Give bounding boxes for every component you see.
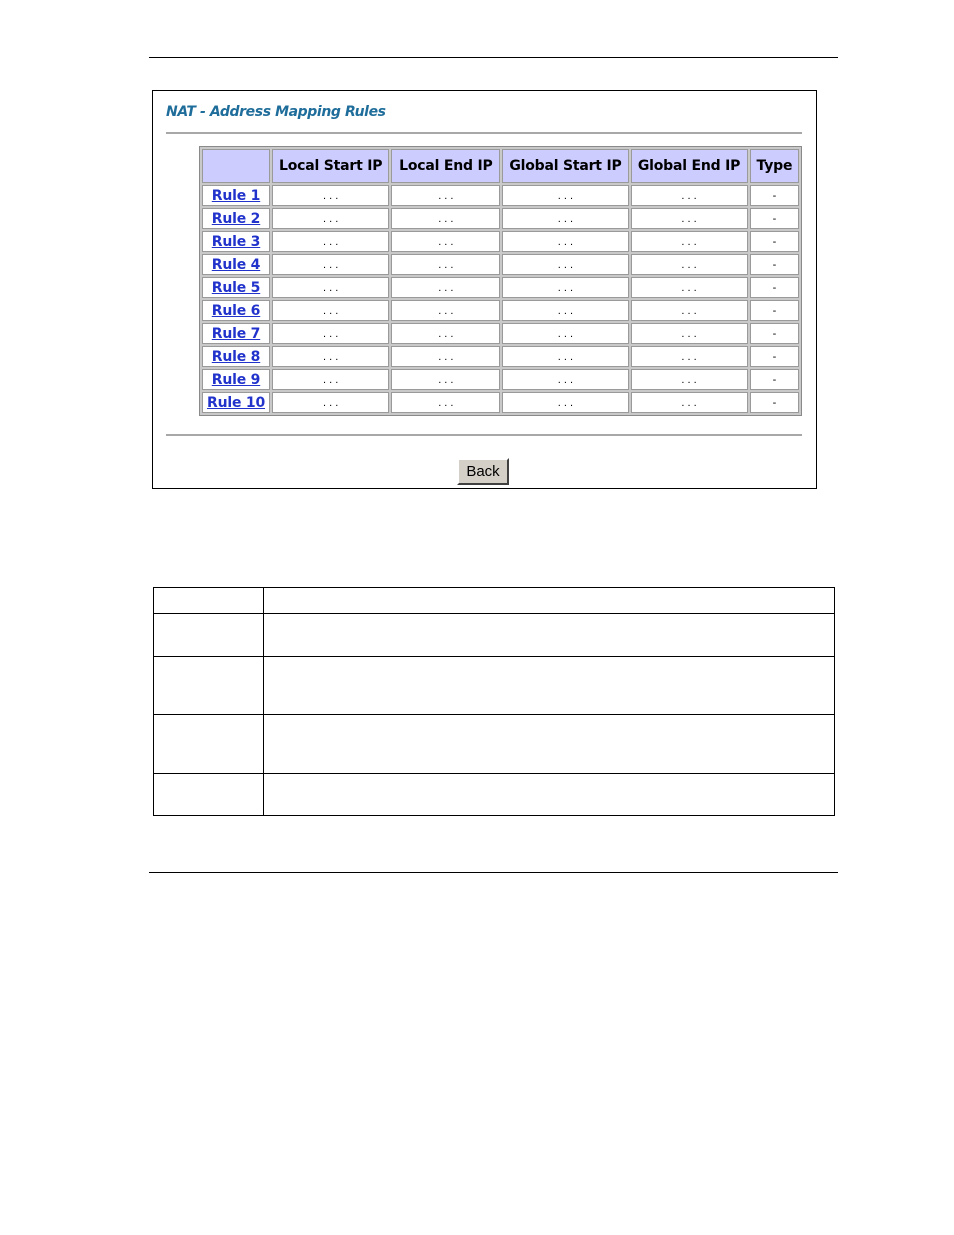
local-end-ip-cell: . . .: [391, 346, 500, 367]
rule-link-1[interactable]: Rule 1: [211, 187, 261, 204]
desc-cell: [264, 774, 835, 816]
global-start-ip-cell: . . .: [502, 369, 628, 390]
local-start-ip-cell: . . .: [272, 231, 389, 252]
type-cell: -: [750, 323, 800, 344]
desc-cell: [154, 715, 264, 774]
global-end-ip-cell: . . .: [631, 323, 748, 344]
global-start-ip-cell: . . .: [502, 346, 628, 367]
global-start-ip-cell: . . .: [502, 277, 628, 298]
global-start-ip-cell: . . .: [502, 392, 628, 413]
global-end-ip-cell: . . .: [631, 369, 748, 390]
nat-address-mapping-screen: [152, 90, 817, 489]
header-type: Type: [750, 149, 800, 183]
page-bottom-rule: [149, 872, 838, 873]
local-start-ip-cell: . . .: [272, 208, 389, 229]
local-end-ip-cell: . . .: [391, 369, 500, 390]
local-start-ip-cell: . . .: [272, 392, 389, 413]
table-row: [202, 392, 799, 413]
global-start-ip-cell: . . .: [502, 254, 628, 275]
type-cell: -: [750, 231, 800, 252]
rule-link-2[interactable]: Rule 2: [211, 210, 261, 227]
table-header-row: [202, 149, 799, 183]
global-start-ip-cell: . . .: [502, 300, 628, 321]
global-end-ip-cell: . . .: [631, 185, 748, 206]
table-row: [202, 369, 799, 390]
local-start-ip-cell: . . .: [272, 323, 389, 344]
global-end-ip-cell: . . .: [631, 231, 748, 252]
desc-cell: [154, 774, 264, 816]
type-cell: -: [750, 277, 800, 298]
rule-link-3[interactable]: Rule 3: [211, 233, 261, 250]
rule-link-9[interactable]: Rule 9: [211, 371, 261, 388]
type-cell: -: [750, 346, 800, 367]
global-end-ip-cell: . . .: [631, 346, 748, 367]
local-end-ip-cell: . . .: [391, 254, 500, 275]
type-cell: -: [750, 300, 800, 321]
rule-cell: [202, 277, 270, 298]
back-button[interactable]: Back: [457, 458, 509, 485]
local-start-ip-cell: . . .: [272, 369, 389, 390]
desc-cell: [264, 657, 835, 715]
type-cell: -: [750, 369, 800, 390]
table-row: [202, 254, 799, 275]
header-local-end-ip: Local End IP: [391, 149, 500, 183]
page-top-rule: [149, 57, 838, 58]
rule-link-7[interactable]: Rule 7: [211, 325, 261, 342]
desc-cell: [264, 715, 835, 774]
local-end-ip-cell: . . .: [391, 323, 500, 344]
table-row: [202, 300, 799, 321]
table-row: [202, 231, 799, 252]
global-start-ip-cell: . . .: [502, 208, 628, 229]
local-end-ip-cell: . . .: [391, 392, 500, 413]
table-row: [202, 323, 799, 344]
local-start-ip-cell: . . .: [272, 277, 389, 298]
desc-cell: [154, 657, 264, 715]
page-title: NAT - Address Mapping Rules: [166, 104, 386, 120]
global-end-ip-cell: . . .: [631, 392, 748, 413]
local-start-ip-cell: . . .: [272, 346, 389, 367]
desc-row: [154, 614, 835, 657]
type-cell: -: [750, 208, 800, 229]
table-row: [202, 346, 799, 367]
header-local-start-ip: Local Start IP: [272, 149, 389, 183]
local-end-ip-cell: . . .: [391, 277, 500, 298]
rule-link-4[interactable]: Rule 4: [211, 256, 261, 273]
desc-cell: [264, 588, 835, 614]
rule-link-10[interactable]: Rule 10: [207, 394, 265, 411]
desc-header-row: [154, 588, 835, 614]
desc-row: [154, 715, 835, 774]
rule-cell: [202, 254, 270, 275]
rule-cell: [202, 369, 270, 390]
field-description-table: [153, 587, 835, 816]
desc-cell: [154, 614, 264, 657]
global-end-ip-cell: . . .: [631, 208, 748, 229]
local-start-ip-cell: . . .: [272, 185, 389, 206]
rule-cell: [202, 231, 270, 252]
global-end-ip-cell: . . .: [631, 300, 748, 321]
desc-row: [154, 774, 835, 816]
local-start-ip-cell: . . .: [272, 300, 389, 321]
type-cell: -: [750, 254, 800, 275]
rule-link-8[interactable]: Rule 8: [211, 348, 261, 365]
type-cell: -: [750, 185, 800, 206]
desc-cell: [264, 614, 835, 657]
header-global-end-ip: Global End IP: [631, 149, 748, 183]
table-row: [202, 208, 799, 229]
title-separator: [166, 132, 802, 134]
rule-link-6[interactable]: Rule 6: [211, 302, 261, 319]
global-end-ip-cell: . . .: [631, 277, 748, 298]
rule-cell: [202, 323, 270, 344]
local-end-ip-cell: . . .: [391, 208, 500, 229]
global-end-ip-cell: . . .: [631, 254, 748, 275]
rule-cell: [202, 185, 270, 206]
local-end-ip-cell: . . .: [391, 300, 500, 321]
rule-cell: [202, 346, 270, 367]
rule-cell: [202, 392, 270, 413]
bottom-separator: [166, 434, 802, 436]
rule-cell: [202, 300, 270, 321]
rule-link-5[interactable]: Rule 5: [211, 279, 261, 296]
rule-cell: [202, 208, 270, 229]
type-cell: -: [750, 392, 800, 413]
local-end-ip-cell: . . .: [391, 185, 500, 206]
global-start-ip-cell: . . .: [502, 231, 628, 252]
local-start-ip-cell: . . .: [272, 254, 389, 275]
global-start-ip-cell: . . .: [502, 323, 628, 344]
table-row: [202, 277, 799, 298]
desc-row: [154, 657, 835, 715]
header-rule: [202, 149, 270, 183]
global-start-ip-cell: . . .: [502, 185, 628, 206]
local-end-ip-cell: . . .: [391, 231, 500, 252]
address-mapping-rules-table: [199, 146, 802, 416]
desc-cell: [154, 588, 264, 614]
rules-table-body: [202, 185, 799, 413]
table-row: [202, 185, 799, 206]
header-global-start-ip: Global Start IP: [502, 149, 628, 183]
